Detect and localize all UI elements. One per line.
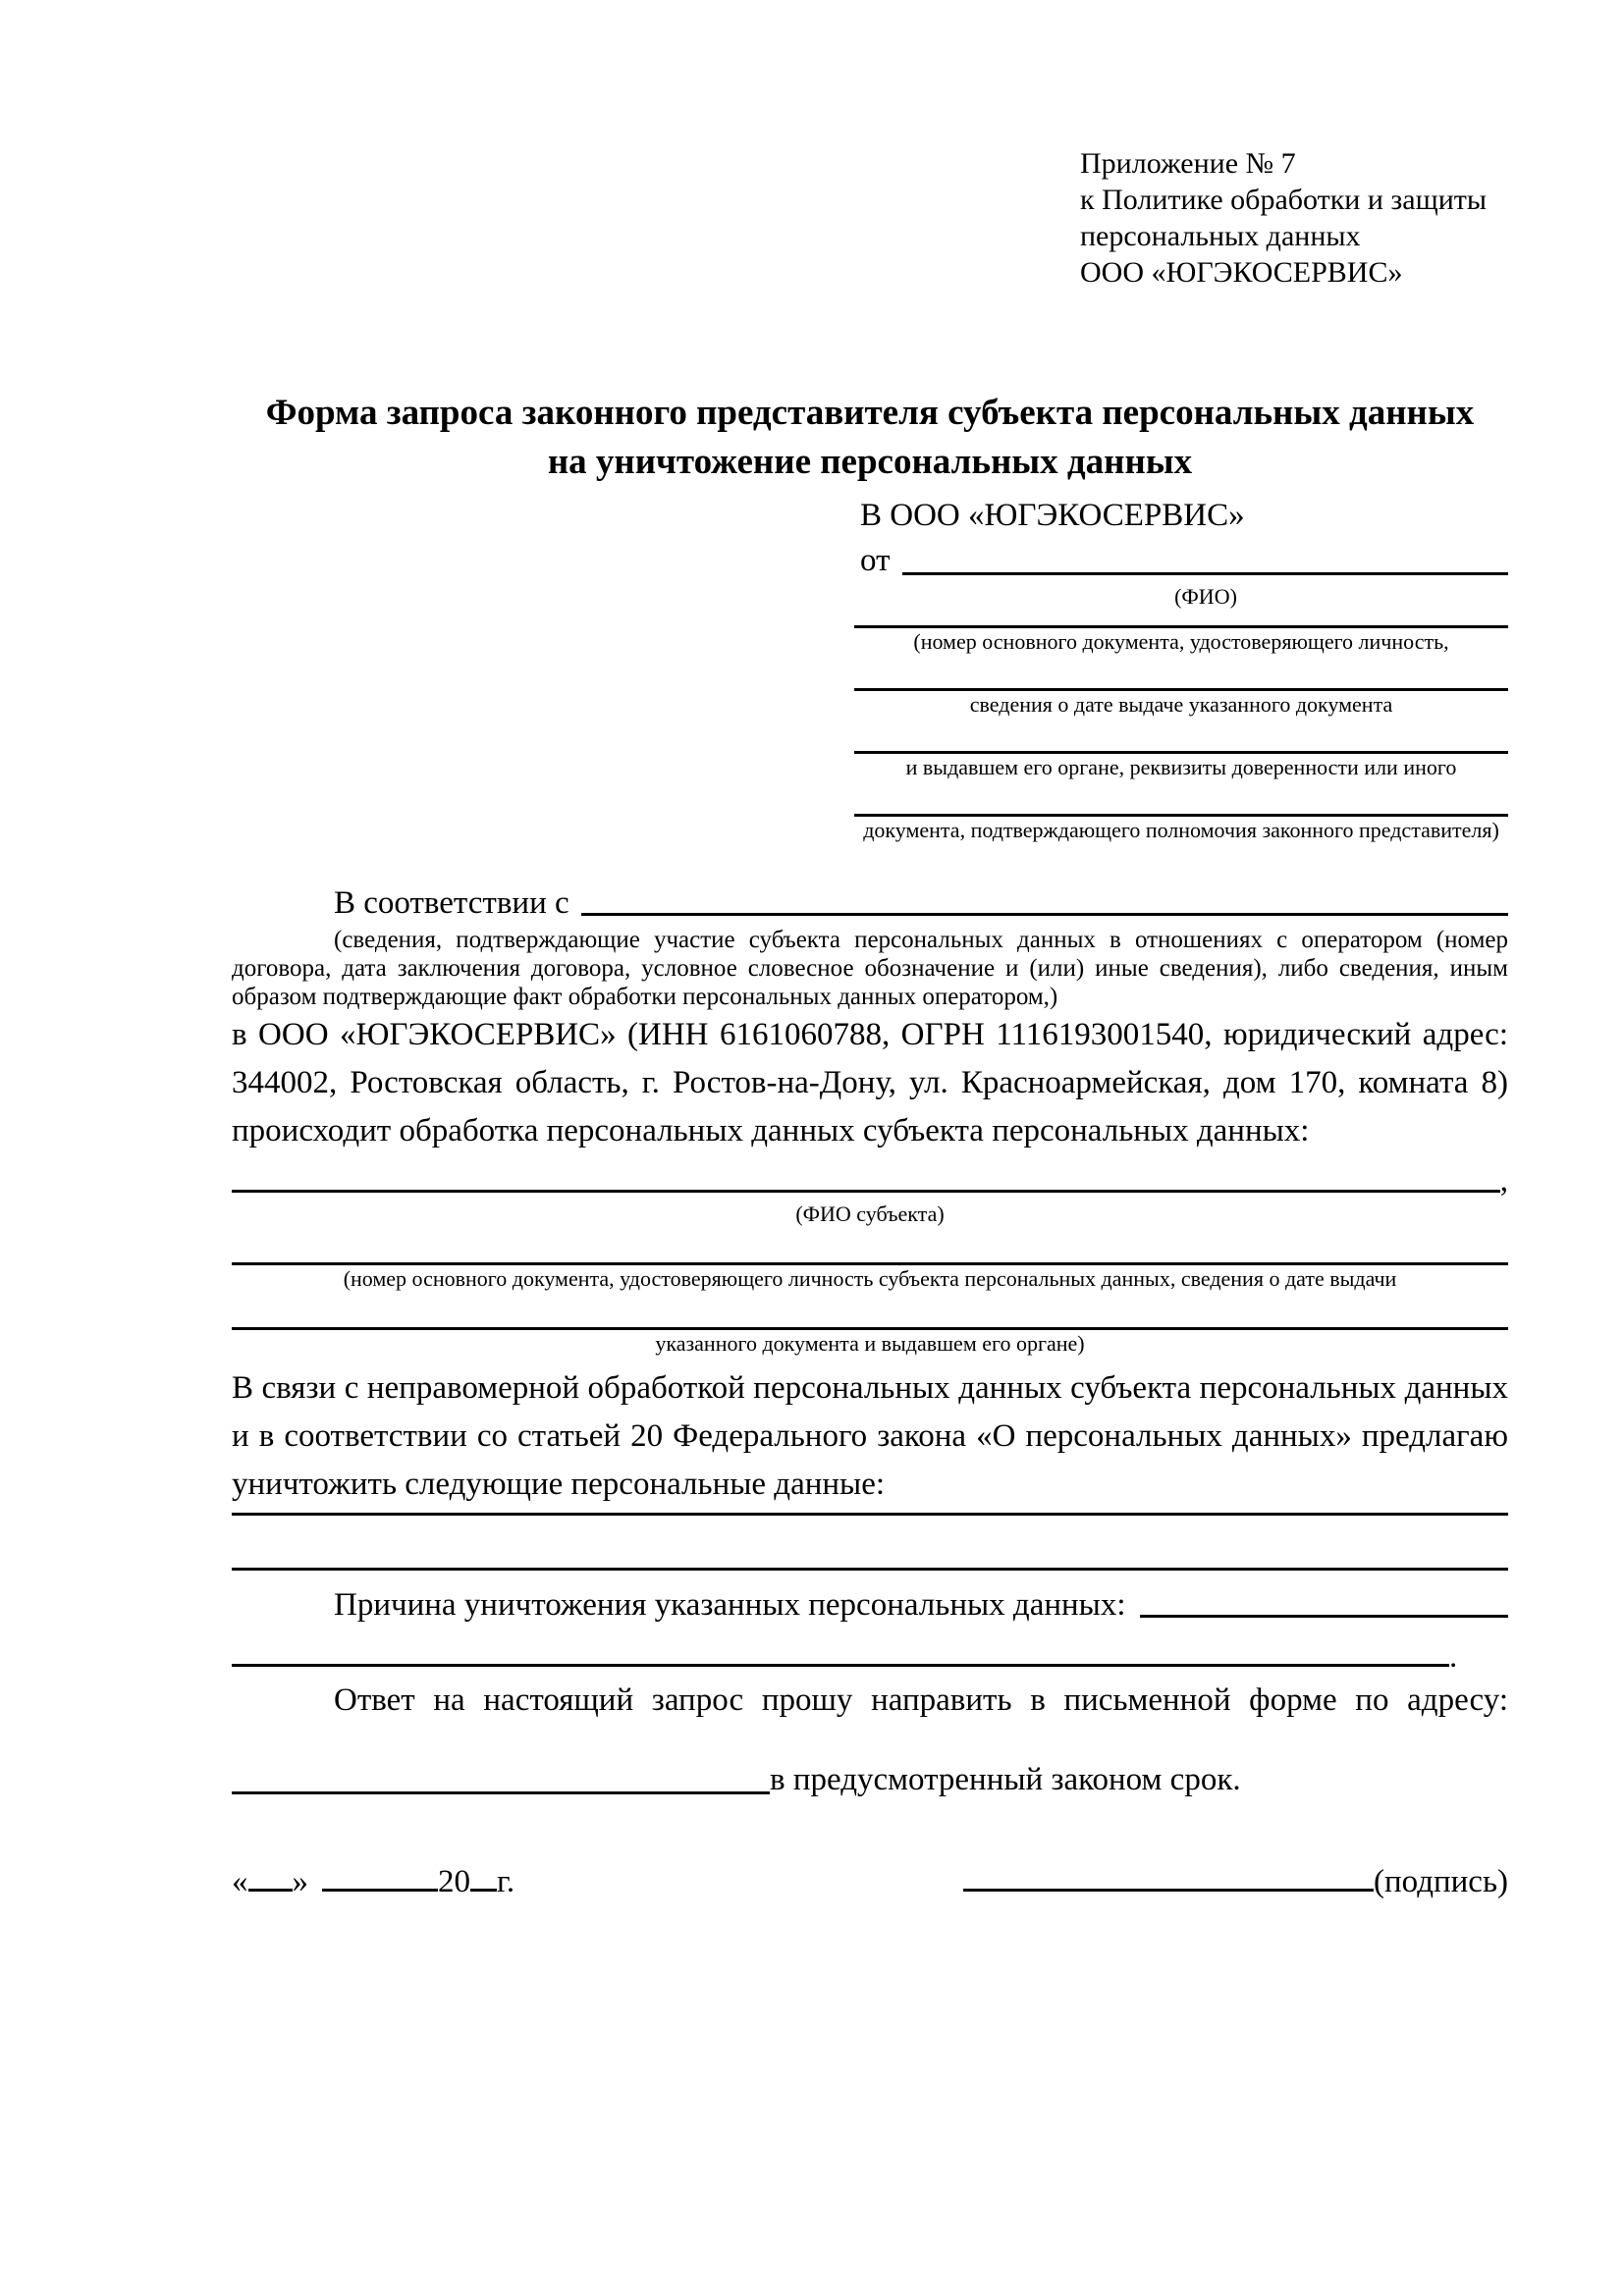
- date-line: [232, 1859, 514, 1904]
- date-year-blank: [470, 1889, 497, 1892]
- reason-continuation-row: [232, 1639, 1508, 1675]
- from-row: [860, 538, 1508, 583]
- form-title-line-2: на уничтожение персональных данных: [547, 442, 1193, 482]
- blank-line-caption: документа, подтверждающего полномочия законного представителя): [863, 818, 1499, 842]
- accordance-blank-line: [581, 913, 1508, 916]
- blank-line-caption: (номер основного документа, удостоверяющего личность,: [913, 629, 1449, 654]
- appendix-line: ООО «ЮГЭКОСЕРВИС»: [1080, 256, 1403, 289]
- form-title: [232, 389, 1508, 487]
- date-year-suffix: г.: [497, 1864, 515, 1899]
- signature-line: [963, 1859, 1508, 1904]
- appendix-line: персональных данных: [1080, 220, 1361, 252]
- date-day-blank: [248, 1889, 293, 1892]
- blank-line-caption: (номер основного документа, удостоверяющего личность субъекта персональных данных, сведения о дате выдачи: [343, 1266, 1397, 1291]
- accordance-lead: В соответствии с: [334, 885, 569, 921]
- reply-tail: в предусмотренный законом срок.: [770, 1762, 1241, 1797]
- operator-paragraph: в ООО «ЮГЭКОСЕРВИС» (ИНН 6161060788, ОГРН 1116193001540, юридический адрес: 344002, Ростовская область, г. Ростов-на-Дону, ул. Красноармейская, дом 170, комната 8) происходит обработка персональных данных субъекта персональных данных:: [232, 1017, 1508, 1148]
- fio-blank-line: [902, 572, 1509, 575]
- accordance-row: [232, 882, 1508, 924]
- appendix-line: Приложение № 7: [1080, 147, 1296, 180]
- demand-paragraph: В связи с неправомерной обработкой персональных данных субъекта персональных данных и в соответствии со статьей 20 Федерального закона «О персональных данных» предлагаю уничтожить следующие персональные данные:: [232, 1370, 1508, 1502]
- reply-sentence: Ответ на настоящий запрос прошу направить в письменной форме по адресу:: [334, 1682, 1508, 1718]
- blank-line-caption: указанного документа и выдавшем его органе): [655, 1331, 1085, 1356]
- fio-caption: (ФИО): [1174, 584, 1237, 609]
- signature-caption: (подпись): [1374, 1864, 1508, 1899]
- blank-line: [232, 1568, 1508, 1571]
- date-signature-row: [232, 1859, 1508, 1904]
- reason-blank-line: [1140, 1615, 1508, 1618]
- reason-label: Причина уничтожения указанных персональных данных:: [334, 1587, 1126, 1623]
- representative-doc-row: [854, 751, 1508, 780]
- from-label: от: [860, 543, 891, 578]
- document-content: [232, 0, 1508, 1904]
- blank-line-caption: и выдавшем его органе, реквизиты доверенности или иного: [905, 755, 1457, 779]
- accordance-note: (сведения, подтверждающие участие субъекта персональных данных в отношениях с оператором (номер договора, дата заключения договора, условное словесное обозначение и (или) иные сведения), либо сведения, иным образом подтверждающие факт обработки персональных данных оператором,): [232, 927, 1508, 1010]
- trailing-comma: ,: [1499, 1163, 1508, 1199]
- blank-line-caption: (ФИО субъекта): [795, 1201, 945, 1226]
- form-title-line-1: Форма запроса законного представителя субъекта персональных данных: [265, 393, 1475, 433]
- blank-line: [232, 1664, 1449, 1667]
- subject-fio-row: [232, 1161, 1508, 1201]
- appendix-line: к Политике обработки и защиты: [1080, 184, 1488, 216]
- date-century: 20: [438, 1864, 470, 1899]
- trailing-period: .: [1449, 1639, 1458, 1675]
- blank-line: [232, 1513, 1508, 1516]
- reason-row: [232, 1584, 1508, 1626]
- representative-doc-row: [854, 814, 1508, 843]
- signature-blank: [963, 1889, 1374, 1892]
- addressee-organization: В ООО «ЮГЭКОСЕРВИС»: [860, 498, 1245, 533]
- address-blank-line: [232, 1791, 770, 1794]
- date-close-quote: »: [292, 1864, 308, 1899]
- blank-line-caption: сведения о дате выдаче указанного документа: [969, 692, 1393, 717]
- addressee-block: [860, 493, 1508, 610]
- appendix-header: [1080, 145, 1508, 291]
- representative-doc-row: [854, 688, 1508, 718]
- date-month-blank: [322, 1889, 438, 1892]
- reply-address-row: [232, 1757, 1508, 1802]
- date-open-quote: «: [232, 1864, 248, 1899]
- representative-doc-row: [854, 625, 1508, 655]
- blank-line: [232, 1190, 1500, 1193]
